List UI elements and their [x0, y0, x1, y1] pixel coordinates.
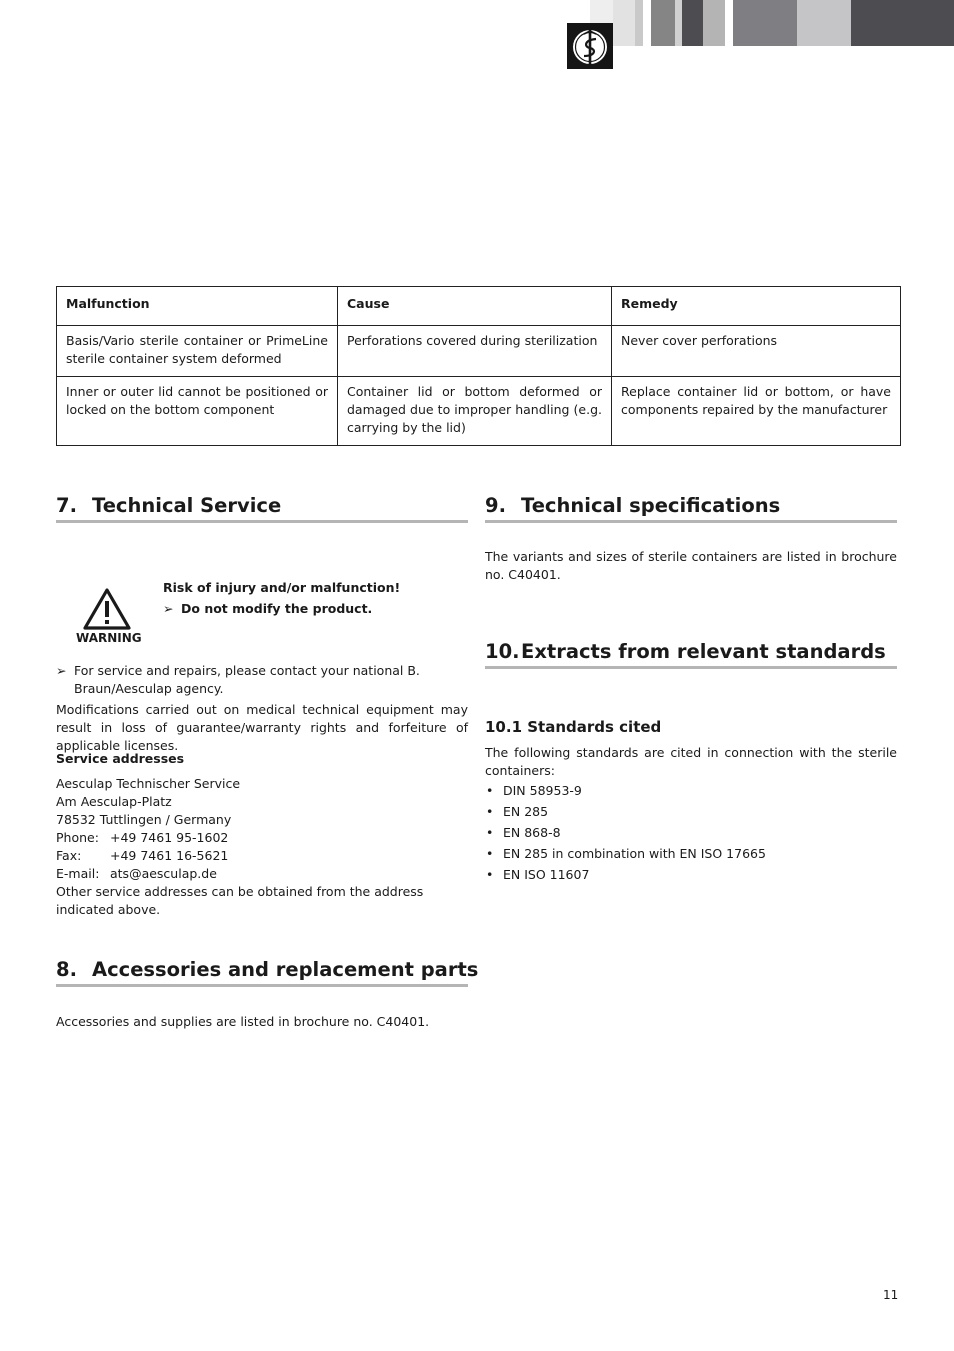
header-bar: [651, 0, 675, 46]
warning-text-2: [163, 600, 372, 618]
phone-line: [56, 829, 468, 847]
list-item: • DIN 58953-9: [485, 782, 897, 803]
table-row: [57, 326, 901, 377]
header-cause: Cause: [338, 287, 612, 326]
section-title: Technical specifications: [521, 494, 781, 517]
section-title: Extracts from relevant standards: [521, 640, 886, 663]
email-line: [56, 865, 468, 883]
warning-instruction: Do not modify the product.: [181, 601, 373, 616]
cell-malfunction: Inner or outer lid cannot be positioned or locked on the bottom component: [57, 377, 338, 446]
warning-label: WARNING: [76, 631, 142, 645]
service-instruction-text: For service and repairs, please contact your national B. Braun/Aesculap agency.: [74, 663, 420, 696]
header-bar: [682, 0, 703, 46]
section-number: 8.: [56, 958, 77, 981]
accessories-text: Accessories and supplies are listed in brochure no. C40401.: [56, 1014, 430, 1029]
header-bar: [613, 0, 635, 46]
subsection-title: Standards cited: [527, 718, 662, 736]
list-item: • EN 285 in combination with EN ISO 17665: [485, 845, 897, 866]
table-header-row: [57, 287, 901, 326]
section-8-heading: [56, 958, 479, 987]
other-addresses-text: Other service addresses can be obtained from the address indicated above.: [56, 884, 424, 917]
section-9-heading: [485, 494, 897, 523]
subsection-10-1-heading: [485, 718, 661, 736]
header-bar: [675, 0, 682, 46]
list-item: • EN ISO 11607: [485, 866, 897, 887]
email-value: ats@aesculap.de: [110, 866, 217, 881]
address-line: 78532 Tuttlingen / Germany: [56, 812, 232, 827]
header-bar: [733, 0, 797, 46]
section-title: Technical Service: [92, 494, 282, 517]
standards-intro: The following standards are cited in connection with the sterile containers:: [485, 745, 897, 778]
cell-remedy: Never cover perforations: [612, 326, 901, 377]
arrow-icon: ➢: [163, 601, 174, 616]
standards-list: [485, 782, 897, 887]
warning-icon: [82, 587, 132, 631]
section-10-heading: [485, 640, 897, 669]
specifications-text: The variants and sizes of sterile containers are listed in brochure no. C40401.: [485, 549, 897, 582]
phone-label: Phone:: [56, 830, 99, 845]
service-addresses-heading: Service addresses: [56, 751, 185, 766]
fax-label: Fax:: [56, 848, 82, 863]
table-row: [57, 377, 901, 446]
list-item: • EN 868-8: [485, 824, 897, 845]
modifications-text: Modifications carried out on medical technical equipment may result in loss of guarantee/warranty rights and forfeiture of applicable licenses.: [56, 702, 468, 753]
cell-malfunction: Basis/Vario sterile container or PrimeLine sterile container system deformed: [57, 326, 338, 377]
arrow-icon: ➢: [56, 663, 67, 678]
header-remedy: Remedy: [612, 287, 901, 326]
header-bar: [635, 0, 643, 46]
cell-remedy: Replace container lid or bottom, or have components repaired by the manufacturer: [612, 377, 901, 446]
fax-value: +49 7461 16-5621: [110, 848, 229, 863]
cell-cause: Container lid or bottom deformed or damaged due to improper handling (e.g. carrying by the lid): [338, 377, 612, 446]
subsection-number: 10.1: [485, 718, 523, 736]
phone-value: +49 7461 95-1602: [110, 830, 229, 845]
address-line: Aesculap Technischer Service: [56, 776, 241, 791]
section-number: 7.: [56, 494, 77, 517]
section-7-heading: [56, 494, 468, 523]
page-number: 11: [883, 1288, 899, 1302]
service-address: [56, 775, 468, 919]
address-line: Am Aesculap-Platz: [56, 794, 172, 809]
header-malfunction: Malfunction: [57, 287, 338, 326]
malfunction-table: [56, 286, 901, 446]
service-instruction: [56, 662, 468, 698]
section-number: 10.: [485, 640, 520, 663]
warning-text-1: Risk of injury and/or malfunction!: [163, 580, 401, 595]
header-bar: [703, 0, 725, 46]
list-item: • EN 285: [485, 803, 897, 824]
section-title: Accessories and replacement parts: [92, 958, 479, 981]
cell-cause: Perforations covered during sterilization: [338, 326, 612, 377]
aesculap-logo: [567, 23, 613, 69]
section-number: 9.: [485, 494, 506, 517]
header-bar: [851, 0, 954, 46]
fax-line: [56, 847, 468, 865]
header-bar: [797, 0, 851, 46]
email-label: E-mail:: [56, 866, 100, 881]
